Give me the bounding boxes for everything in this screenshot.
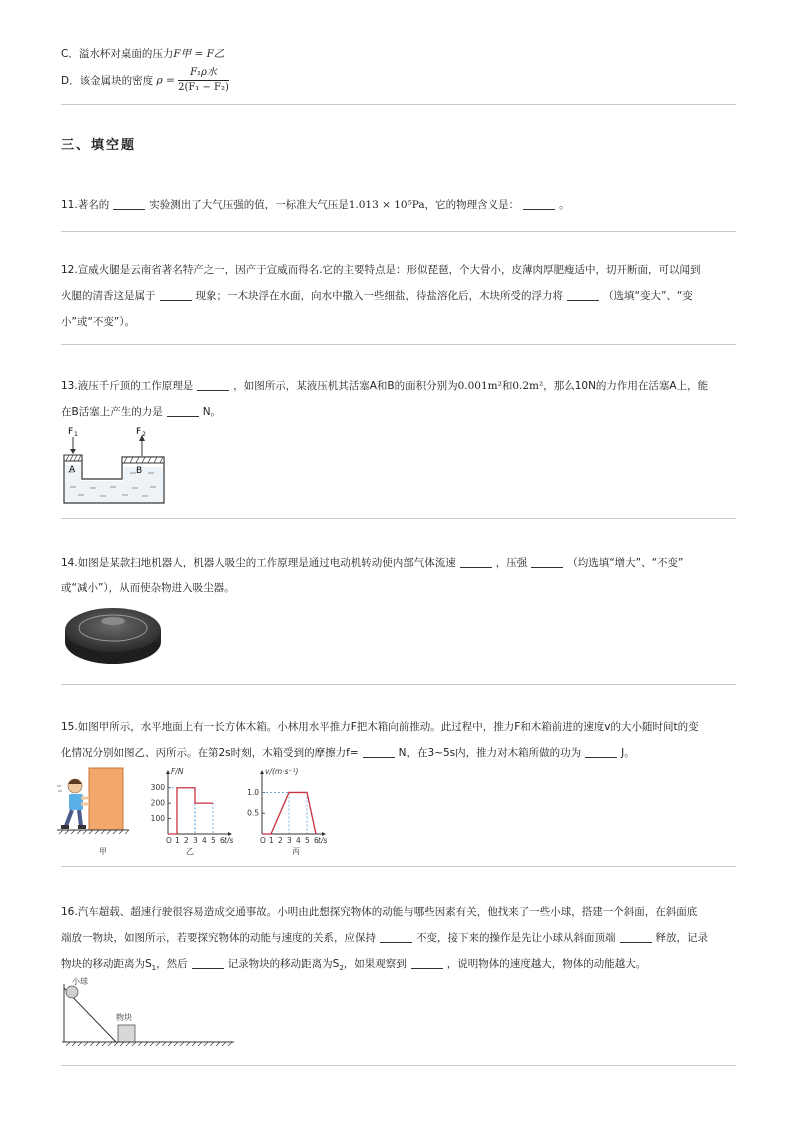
x-tick-label: 1 xyxy=(175,836,180,845)
chart-marks xyxy=(260,770,326,836)
answer-blank[interactable] xyxy=(460,557,492,568)
ground-hatch-line xyxy=(156,1042,160,1046)
q12-text-c: （选填“变大”、“变 xyxy=(603,290,693,302)
ground-hatch-line xyxy=(96,1042,100,1046)
ground-hatch-line xyxy=(222,1042,226,1046)
x-tick-label: O xyxy=(166,836,172,845)
chart-marks xyxy=(166,770,232,836)
q16-sub-2: 2 xyxy=(339,964,344,973)
q13-text-d: 在B活塞上产生的力是 xyxy=(61,406,163,418)
q11-text-d: 。 xyxy=(559,199,570,211)
option-d xyxy=(61,66,229,95)
q13-area-b: 0.2m² xyxy=(512,380,544,392)
x-tick-label: 5 xyxy=(211,836,216,845)
q13-text-e: N。 xyxy=(202,406,222,418)
q16-text-e: ，然后 xyxy=(156,958,188,970)
ground-hatch-line xyxy=(150,1042,154,1046)
chart-gridlines xyxy=(262,792,307,834)
option-c-math: F甲 = F乙 xyxy=(173,48,225,60)
incline-ball-figure xyxy=(58,974,238,1050)
question-16-line-3 xyxy=(61,956,646,971)
y-tick-label: 1.0 xyxy=(247,787,259,797)
figure-yi-label: 乙 xyxy=(186,847,194,856)
option-d-lhs: ρ = xyxy=(156,74,175,87)
x-tick-label: O xyxy=(260,836,266,845)
q15-text-c: J。 xyxy=(621,747,635,759)
ground-hatch-line xyxy=(180,1042,184,1046)
velocity-time-chart xyxy=(232,760,342,858)
answer-blank[interactable] xyxy=(585,747,617,758)
divider xyxy=(61,684,736,685)
ground-hatch-line xyxy=(126,1042,130,1046)
answer-blank[interactable] xyxy=(160,290,192,301)
ground-hatch-line xyxy=(138,1042,142,1046)
q16-text-d: 物块的移动距离为S xyxy=(61,958,152,970)
ground-hatch-line xyxy=(78,1042,82,1046)
q16-text-f: 记录物块的移动距离为S xyxy=(227,958,340,970)
q12-text-b: 现象；一木块浮在水面，向水中撒入一些细盐，待盐溶化后，木块所受的浮力将 xyxy=(195,290,563,302)
y-tick-label: 300 xyxy=(150,783,165,793)
ground-hatch-line xyxy=(216,1042,220,1046)
question-13-line-2 xyxy=(61,404,221,419)
figure-bing-label: 丙 xyxy=(292,847,300,856)
question-13-line-1 xyxy=(61,378,708,393)
fraction-numerator: F₁ρ水 xyxy=(178,66,229,81)
answer-blank[interactable] xyxy=(411,958,443,969)
x-tick-label: 3 xyxy=(287,836,292,845)
series-line xyxy=(168,788,213,834)
x-axis-label: t/s xyxy=(224,836,234,845)
q11-text-b: 实验测出了大气压强的值，一标准大气压是 xyxy=(149,199,349,211)
divider xyxy=(61,104,736,105)
answer-blank[interactable] xyxy=(620,932,652,943)
y-tick-label: 0.5 xyxy=(247,808,259,818)
divider xyxy=(61,231,736,232)
ground-hatch-line xyxy=(204,1042,208,1046)
piston-b-label: B xyxy=(136,466,143,476)
option-c xyxy=(61,46,224,61)
question-15-line-2 xyxy=(61,745,635,760)
ball-label: 小球 xyxy=(72,977,88,986)
y-axis-label: F/N xyxy=(171,767,184,776)
q14-text-c: （均选填“增大”、“不变” xyxy=(567,557,684,569)
option-d-text: D．该金属块的密度 xyxy=(61,75,154,87)
ground-hatch-line xyxy=(120,1042,124,1046)
ground-hatch-line xyxy=(84,1042,88,1046)
answer-blank[interactable] xyxy=(567,290,599,301)
q15-text-b: N，在3~5s内，推力对木箱所做的功为 xyxy=(398,747,582,759)
figure-jia-label: 甲 xyxy=(99,847,107,856)
question-14-line-1 xyxy=(61,555,683,570)
fraction-denominator: 2(F₁ − F₂) xyxy=(178,82,229,93)
force-f1-sub: 1 xyxy=(74,431,78,438)
q16-sub-1: 1 xyxy=(151,964,157,973)
q13-text-c: ，那么10N的力作用在活塞A上，能 xyxy=(543,380,709,392)
x-tick-label: 1 xyxy=(269,836,274,845)
y-axis-arrow xyxy=(166,770,170,774)
section-title: 三、填空题 xyxy=(61,138,137,153)
y-axis-label: v/(m·s⁻¹) xyxy=(265,767,299,776)
question-16-line-1: 16.汽车超载、超速行驶很容易造成交通事故。小明由此想探究物体的动能与哪些因素有关，他找来了一些小球，搭建一个斜面，在斜面底 xyxy=(61,906,698,918)
question-15-line-1: 15.如图甲所示，水平地面上有一长方体木箱。小林用水平推力F把木箱向前推动。此过程中，推力F和木箱前进的速度v的大小随时间t的变 xyxy=(61,721,699,733)
q11-text-a: 11.著名的 xyxy=(61,199,110,211)
q16-text-c: 释放，记录 xyxy=(655,932,708,944)
q11-text-c: ，它的物理含义是： xyxy=(424,199,520,211)
ground-hatch-line xyxy=(144,1042,148,1046)
q13-area-a: 0.001m² xyxy=(457,380,502,392)
ground-hatch-line xyxy=(66,1042,70,1046)
answer-blank[interactable] xyxy=(523,199,555,210)
ground-hatch-line xyxy=(90,1042,94,1046)
ground-hatch-line xyxy=(210,1042,214,1046)
q14-text-b: ，压强 xyxy=(495,557,528,569)
answer-blank[interactable] xyxy=(531,557,563,568)
answer-blank[interactable] xyxy=(363,747,395,758)
ground-hatch-line xyxy=(228,1042,232,1046)
chart-gridlines xyxy=(168,788,213,834)
answer-blank[interactable] xyxy=(167,406,199,417)
answer-blank[interactable] xyxy=(380,932,412,943)
force-f2-sub: 2 xyxy=(142,431,146,438)
q14-text-a: 14.如图是某款扫地机器人，机器人吸尘的工作原理是通过电动机转动使内部气体流速 xyxy=(61,557,456,569)
x-tick-label: 2 xyxy=(278,836,283,845)
density-fraction xyxy=(178,66,229,95)
divider xyxy=(61,344,736,345)
ground-hatch-line xyxy=(132,1042,136,1046)
divider xyxy=(61,518,736,519)
question-12-line-3: 小”或“不变”）。 xyxy=(61,316,136,328)
question-12-line-1: 12.宣威火腿是云南省著名特产之一，因产于宣威而得名.它的主要特点是：形似琵琶，个大骨小，皮薄肉厚肥瘦适中，切开断面，可以闻到 xyxy=(61,264,701,276)
block-label: 物块 xyxy=(116,1013,132,1022)
x-tick-label: 6 xyxy=(314,836,319,845)
force-f1-label: F xyxy=(68,427,74,437)
piston-a-label: A xyxy=(69,465,76,475)
answer-blank[interactable] xyxy=(192,958,224,969)
y-axis-arrow xyxy=(260,770,264,774)
x-axis-label: t/s xyxy=(318,836,328,845)
ground-hatch-line xyxy=(168,1042,172,1046)
q16-text-a: 端放一物块，如图所示，若要探究物体的动能与速度的关系，应保持 xyxy=(61,932,376,944)
question-12-line-2 xyxy=(61,288,693,303)
ground-hatch-line xyxy=(192,1042,196,1046)
x-tick-label: 2 xyxy=(184,836,189,845)
q16-text-g: ，如果观察到 xyxy=(343,958,407,970)
ground-hatch-line xyxy=(72,1042,76,1046)
ground-hatch-line xyxy=(174,1042,178,1046)
ground-hatch-line xyxy=(108,1042,112,1046)
y-tick-label: 100 xyxy=(150,814,165,824)
option-c-text: C．溢水杯对桌面的压力 xyxy=(61,48,174,60)
y-tick-label: 200 xyxy=(150,798,165,808)
x-tick-label: 6 xyxy=(220,836,225,845)
chart-labels xyxy=(151,767,234,845)
force-f2-label: F xyxy=(136,427,142,437)
answer-blank[interactable] xyxy=(113,199,145,210)
question-14-line-2: 或“减小”），从而使杂物进入吸尘器。 xyxy=(61,582,235,594)
hydraulic-press-figure xyxy=(60,425,168,507)
q16-text-h: ，说明物体的速度越大，物体的动能越大。 xyxy=(446,958,647,970)
x-tick-label: 4 xyxy=(202,836,207,845)
q12-text-a: 火腿的清香这是属于 xyxy=(61,290,156,302)
ground-hatch-line xyxy=(198,1042,202,1046)
pushing-box-figure xyxy=(57,764,129,858)
q16-text-b: 不变，接下来的操作是先让小球从斜面顶端 xyxy=(416,932,616,944)
question-16-line-2 xyxy=(61,930,708,945)
answer-blank[interactable] xyxy=(197,380,229,391)
q15-text-a: 化情况分别如图乙、丙所示。在第2s时刻，木箱受到的摩擦力f= xyxy=(61,747,359,759)
q13-text-a: 13.液压千斤顶的工作原理是 xyxy=(61,380,194,392)
x-tick-label: 5 xyxy=(305,836,310,845)
q11-math: 1.013 × 10⁵Pa xyxy=(348,199,425,211)
x-tick-label: 3 xyxy=(193,836,198,845)
q13-and: 和 xyxy=(501,380,513,392)
question-11 xyxy=(61,197,570,212)
q13-text-b: ，如图所示，某液压机其活塞A和B的面积分别为 xyxy=(233,380,458,392)
ground-hatch-line xyxy=(162,1042,166,1046)
divider xyxy=(61,866,736,867)
ground-hatch-line xyxy=(186,1042,190,1046)
force-time-chart xyxy=(140,760,240,858)
x-tick-label: 4 xyxy=(296,836,301,845)
ground-hatch-line xyxy=(114,1042,118,1046)
divider xyxy=(61,1065,736,1066)
ground-hatch-line xyxy=(102,1042,106,1046)
robot-vacuum-image xyxy=(62,600,164,668)
